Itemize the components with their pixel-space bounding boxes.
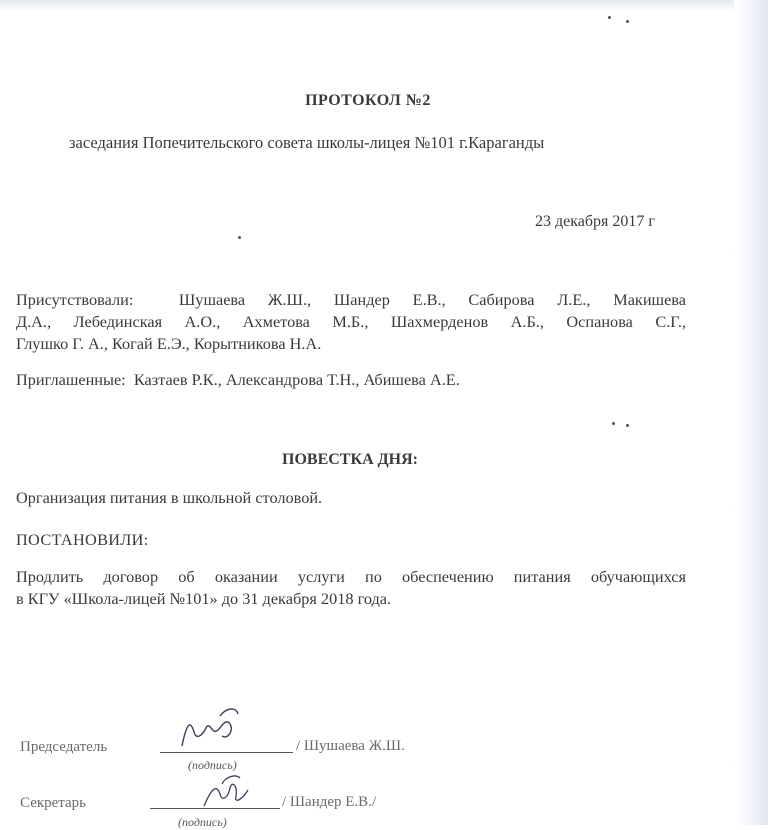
document-date: 23 декабря 2017 г xyxy=(535,213,655,230)
resolution-line-2: в КГУ «Школа-лицей №101» до 31 декабря 2018 года. xyxy=(16,589,392,608)
scan-speck xyxy=(612,422,615,425)
handwritten-signature-secretary xyxy=(196,772,256,814)
present-label: Присутствовали: xyxy=(16,290,134,309)
present-line-1 xyxy=(16,289,686,311)
scan-edge-right xyxy=(734,0,768,825)
resolved-heading: ПОСТАНОВИЛИ: xyxy=(16,530,149,549)
signature-hint-chair: (подпись) xyxy=(188,758,237,772)
resolution-block xyxy=(16,566,686,610)
present-names-1: Шушаева Ж.Ш., Шандер Е.В., Сабирова Л.Е., Макишева xyxy=(178,290,687,309)
signature-name-secretary: / Шандер Е.В./ xyxy=(282,794,377,810)
invited-line xyxy=(16,370,460,390)
scan-speck xyxy=(238,236,241,239)
scan-edge-top xyxy=(0,0,768,12)
scan-speck xyxy=(608,16,611,19)
signature-hint-secretary: (подпись) xyxy=(178,815,227,829)
invited-label: Приглашенные: xyxy=(16,370,126,389)
document-title: ПРОТОКОЛ №2 xyxy=(305,92,431,109)
document-subtitle: заседания Попечительского совета школы-лицея №101 г.Караганды xyxy=(69,133,545,152)
present-line-3: Глушко Г. А., Когай Е.Э., Корытникова Н.А. xyxy=(16,334,322,353)
handwritten-signature-chair xyxy=(176,706,246,754)
scan-speck xyxy=(626,424,629,427)
resolution-line-1: Продлить договор об оказании услуги по обеспечению питания обучающихся xyxy=(16,567,686,586)
agenda-heading: ПОВЕСТКА ДНЯ: xyxy=(282,451,418,468)
signature-role-chair: Председатель xyxy=(20,739,108,755)
signature-name-chair: / Шушаева Ж.Ш. xyxy=(296,738,405,754)
signature-role-secretary: Секретарь xyxy=(20,795,87,811)
present-line-2: Д.А., Лебединская А.О., Ахметова М.Б., Шахмерденов А.Б., Оспанова С.Г., xyxy=(16,312,686,331)
present-block xyxy=(16,289,686,355)
invited-names: Казтаев Р.К., Александрова Т.Н., Абишева А.Е. xyxy=(133,370,460,389)
scan-speck xyxy=(626,20,629,23)
agenda-item: Организация питания в школьной столовой. xyxy=(16,488,323,507)
